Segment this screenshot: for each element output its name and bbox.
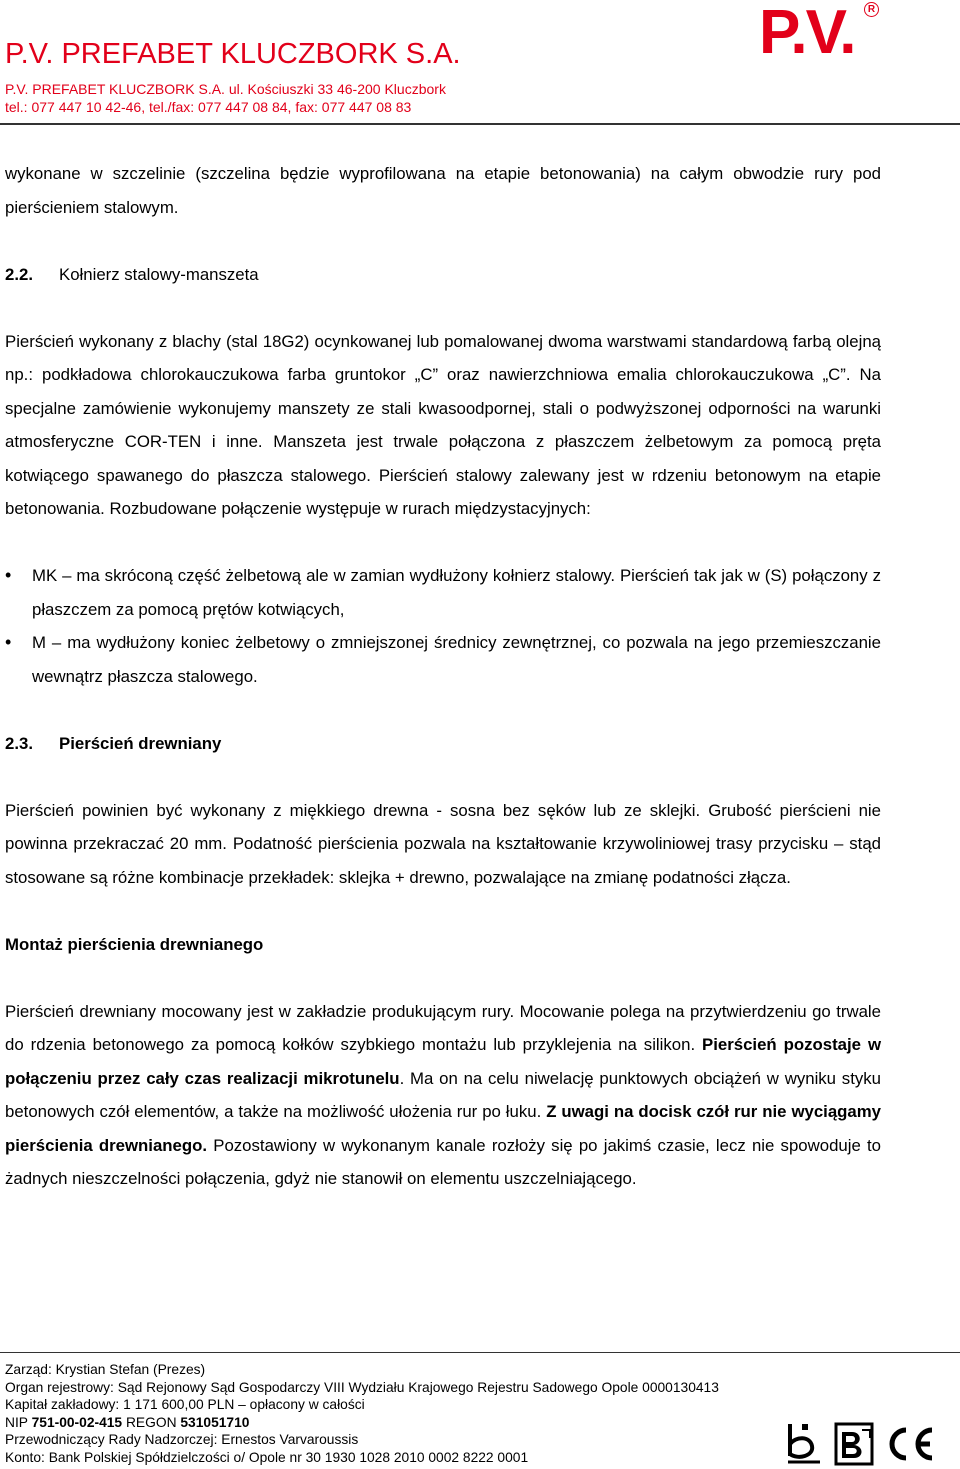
certification-marks bbox=[786, 1422, 936, 1466]
list-item: • MK – ma skróconą część żelbetową ale w zamian wydłużony kołnierz stalowy. Pierścień tak jak w (S) połączony z płaszczem za pomocą prętów kotwiących, bbox=[5, 559, 881, 626]
regon-label: REGON bbox=[122, 1414, 181, 1430]
list-item: • M – ma wydłużony koniec żelbetowy o zmniejszonej średnicy zewnętrznej, co pozwala na jego przemieszczanie wewnątrz płaszcza stalowego. bbox=[5, 626, 881, 693]
ce-mark-icon bbox=[884, 1422, 936, 1466]
footer-divider bbox=[0, 1352, 960, 1353]
bold-text-run: Pierścień pozostaje w połączeniu przez cały czas realizacji mikrotunelu bbox=[5, 1035, 881, 1088]
section-number: 2.2. bbox=[5, 264, 33, 284]
section-title: Kołnierz stalowy-manszeta bbox=[59, 264, 259, 284]
nip-label: NIP bbox=[5, 1414, 32, 1430]
company-address: P.V. PREFABET KLUCZBORK S.A. ul. Kościuszki 33 46-200 Kluczbork bbox=[5, 81, 446, 97]
bold-text-run: Z uwagi na docisk czół rur nie wyciągamy pierścienia drewnianego. bbox=[5, 1102, 882, 1155]
footer bbox=[5, 1361, 825, 1467]
construction-mark-icon bbox=[834, 1422, 874, 1466]
company-name: P.V. PREFABET KLUCZBORK S.A. bbox=[5, 38, 461, 70]
regon-value: 531051710 bbox=[180, 1414, 250, 1430]
footer-bank-account: Konto: Bank Polskiej Spółdzielczości o/ Opole nr 30 1930 1028 2010 0002 8222 0001 bbox=[5, 1449, 529, 1465]
pv-logo: P.V. bbox=[759, 0, 855, 67]
paragraph: wykonane w szczelinie (szczelina będzie wyprofilowana na etapie betonowania) na całym obwodzie rury pod pierścieniem stalowym. bbox=[5, 164, 881, 217]
document-body bbox=[5, 157, 881, 1196]
section-number: 2.3. bbox=[5, 733, 33, 753]
paragraph: Pierścień powinien być wykonany z miękkiego drewna - sosna bez sęków lub ze sklejki. Grubość pierścieni nie powinna przekraczać 20 mm. Podatność pierścienia pozwala na kształtowanie krzywoliniowej trasy przycisku – stąd stosowane są różne kombinacje przekładek: sklejka + drewno, pozwalające na zmianę podatności złącza. bbox=[5, 800, 881, 887]
company-phones: tel.: 077 447 10 42-46, tel./fax: 077 447 08 84, fax: 077 447 08 83 bbox=[5, 99, 412, 115]
b-mark-icon bbox=[786, 1422, 822, 1466]
section-title: Pierścień drewniany bbox=[59, 733, 222, 753]
footer-supervisory-board: Przewodniczący Rady Nadzorczej: Ernestos Varvaroussis bbox=[5, 1432, 359, 1448]
bullet-list bbox=[5, 559, 881, 693]
text-run: . Ma on na celu niwelację punktowych obciążeń w wyniku styku betonowych czół elementów, a także na możliwość ułożenia rur po łuku. bbox=[5, 1068, 881, 1121]
paragraph: Pierścień wykonany z blachy (stal 18G2) ocynkowanej lub pomalowanej dwoma warstwami standardową farbą olejną np.: podkładowa chlorokauczukowa farba gruntokor „C” oraz nawierzchniowa emalia chlorokauczukowa „C”. Na specjalne zamówienie wykonujemy manszety ze stali kwasoodpornej, stali o podwyższonej odporności na warunki atmosferyczne COR-TEN i inne. Manszeta jest trwale połączona z płaszczem żelbetowym za pomocą pręta kotwiącego spawanego do płaszcza stalowego. Pierścień stalowy zalewany jest w rdzeniu betonowym na etapie betonowania. Rozbudowane połączenie występuje w rurach międzystacyjnych: bbox=[5, 331, 881, 518]
letterhead bbox=[0, 0, 960, 124]
nip-value: 751-00-02-415 bbox=[31, 1414, 123, 1430]
footer-registry: Organ rejestrowy: Sąd Rejonowy Sąd Gospodarczy VIII Wydziału Krajowego Rejestru Sadowego Opole 0000130413 bbox=[5, 1379, 719, 1395]
section-heading-2-2 bbox=[5, 258, 881, 292]
header-divider bbox=[0, 123, 960, 125]
text-run: Pierścień drewniany mocowany jest w zakładzie produkującym rury. Mocowanie polega na przytwierdzeniu go trwale do rdzenia betonowego za pomocą kołków szybkiego montażu lub przyklejenia na silikon. bbox=[5, 1001, 881, 1054]
paragraph bbox=[5, 995, 881, 1196]
footer-board: Zarząd: Krystian Stefan (Prezes) bbox=[5, 1362, 206, 1377]
section-heading-2-3 bbox=[5, 727, 881, 761]
text-run: Pozostawiony w wykonanym kanale rozłoży się po jakimś czasie, lecz nie spowoduje to żadnych nieszczelności połączenia, gdyż nie stanowił on elementu uszczelniającego. bbox=[5, 1135, 881, 1188]
subsection-heading: Montaż pierścienia drewnianego bbox=[5, 934, 264, 954]
registered-mark-icon: R bbox=[864, 2, 879, 17]
footer-capital: Kapitał zakładowy: 1 171 600,00 PLN – opłacony w całości bbox=[5, 1397, 365, 1413]
footer-tax-ids bbox=[5, 1414, 825, 1432]
